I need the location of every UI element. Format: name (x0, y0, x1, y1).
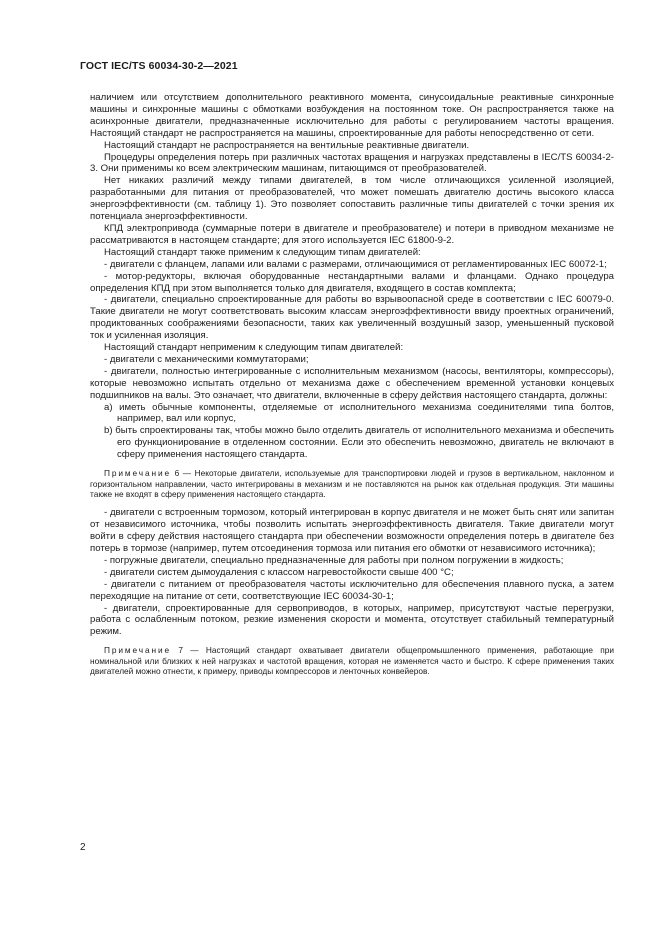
document-header: ГОСТ IEC/TS 60034-30-2—2021 (80, 60, 238, 72)
list-item: - мотор-редукторы, включая оборудованные нестандартными валами и фланцами. Однако процедура определения КПД при этом выполняется только для двигателя, входящего в состав комплекта; (90, 270, 614, 294)
sub-list-item-a: a) иметь обычные компоненты, отделяемые от исполнительного механизма соединителями типа болтов, например, вал или корпус, (104, 401, 614, 425)
paragraph: Настоящий стандарт также применим к следующим типам двигателей: (104, 246, 421, 258)
note-label: Примечание (104, 645, 172, 656)
list-item: - двигатели, специально спроектированные для работы во взрывоопасной среде в соответствии с IEC 60079-0. Такие двигатели не могут соответствовать высоким классам энергоэффективности ввиду проектных ограничений, продиктованных соображениями безопасности, таких как увеличенный воздушный зазор, уменьшенный пусковой ток и усиленная изоляция. (90, 294, 614, 342)
paragraph: Нет никаких различий между типами двигателей, в том числе отличающихся усиленной изоляцией, разработанными для питания от преобразователей, что может помешать двигателю достичь высокого класса энергоэффективности (см. таблицу 1). Это позволяет сопоставить различные типы двигателей с точки зрения их потенциала энергоэффективности. (90, 175, 614, 223)
paragraph: Настоящий стандарт неприменим к следующим типам двигателей: (104, 342, 404, 354)
list-item: - погружные двигатели, специально предназначенные для работы при полном погружении в жидкость; (104, 554, 564, 566)
list-item: - двигатели, спроектированные для сервоприводов, в которых, например, присутствуют частые перегрузки, работа с ослабленным потоком, резкие изменения скорости и момента, отсутствует стабильный температурный режим. (90, 602, 614, 638)
note-6 (90, 468, 614, 499)
page-number: 2 (80, 842, 86, 853)
note-text: 6 — Некоторые двигатели, используемые для транспортировки людей и грузов в вертикальном, наклонном и горизонтальном направлении, часто интегрированы в механизм и не поставляются на рынок как отдельная продукция. Эти машины также не входят в сферу применения настоящего стандарта. (90, 468, 614, 499)
paragraph: наличием или отсутствием дополнительного реактивного момента, синусоидальные реактивные синхронные машины и синхронные машины с обмотками возбуждения на постоянном токе. Он распространяется также на асинхронные двигатели, предназначенные исключительно для работы с регулированием частоты вращения. Настоящий стандарт не распространяется на машины, спроектированные для работы непосредственно от сети. (90, 92, 614, 139)
list-item: - двигатели с фланцем, лапами или валами с размерами, отличающимися от регламентированных IEC 60072-1; (104, 258, 607, 270)
list-item: - двигатели, полностью интегрированные с исполнительным механизмом (насосы, вентиляторы, компрессоры), которые невозможно испытать отдельно от механизма даже с обеспечением временной установки концевых подшипников на валы. Это означает, что двигатели, включенные в сферу действия настоящего стандарта, должны: (90, 365, 614, 401)
list-item: - двигатели систем дымоудаления с классом нагревостойкости свыше 400 °С; (104, 566, 454, 578)
note-label: Примечание (104, 468, 172, 479)
paragraph: Процедуры определения потерь при различных частотах вращения и нагрузках представлены в IEC/TS 60034-2-3. Они применимы ко всем электрическим машинам, питающимся от преобразователей. (90, 151, 614, 175)
list-item: - двигатели с питанием от преобразователя частоты исключительно для обеспечения плавного пуска, а затем переходящие на питание от сети, соответствующие IEC 60034-30-1; (90, 578, 614, 602)
paragraph: КПД электропривода (суммарные потери в двигателе и преобразователе) и потери в приводном механизме не рассматриваются в настоящем стандарте; для этого используется IEC 61800-9-2. (90, 222, 614, 246)
note-text: 7 — Настоящий стандарт охватывает двигатели общепромышленного применения, работающие при номинальной или близких к ней нагрузках и частотой вращения, которая не изменяется часто и быстро. К сфере применения таких двигателей можно отнести, к примеру, приводы компрессоров и ленточных конвейеров. (90, 645, 614, 677)
paragraph: Настоящий стандарт не распространяется на вентильные реактивные двигатели. (104, 139, 470, 151)
page-body (90, 92, 614, 685)
sub-list-item-b: b) быть спроектированы так, чтобы можно было отделить двигатель от исполнительного механизма и обеспечить его функционирование в отделенном состоянии. Если это обеспечить невозможно, двигатель не включают в сферу применения настоящего стандарта. (104, 425, 614, 461)
list-item: - двигатели с механическими коммутаторами; (104, 353, 309, 365)
list-item: - двигатели с встроенным тормозом, который интегрирован в корпус двигателя и не может быть снят или запитан от независимого источника, чтобы позволить испытать энергоэффективность двигателя. Такие двигатели могут войти в сферу действия настоящего стандарта при обеспечении возможности определения потерь в двигателе без потерь в тормозе (например, путем отсоединения тормоза или питания его обмотки от независимого источника); (90, 507, 614, 555)
note-7 (90, 645, 614, 676)
